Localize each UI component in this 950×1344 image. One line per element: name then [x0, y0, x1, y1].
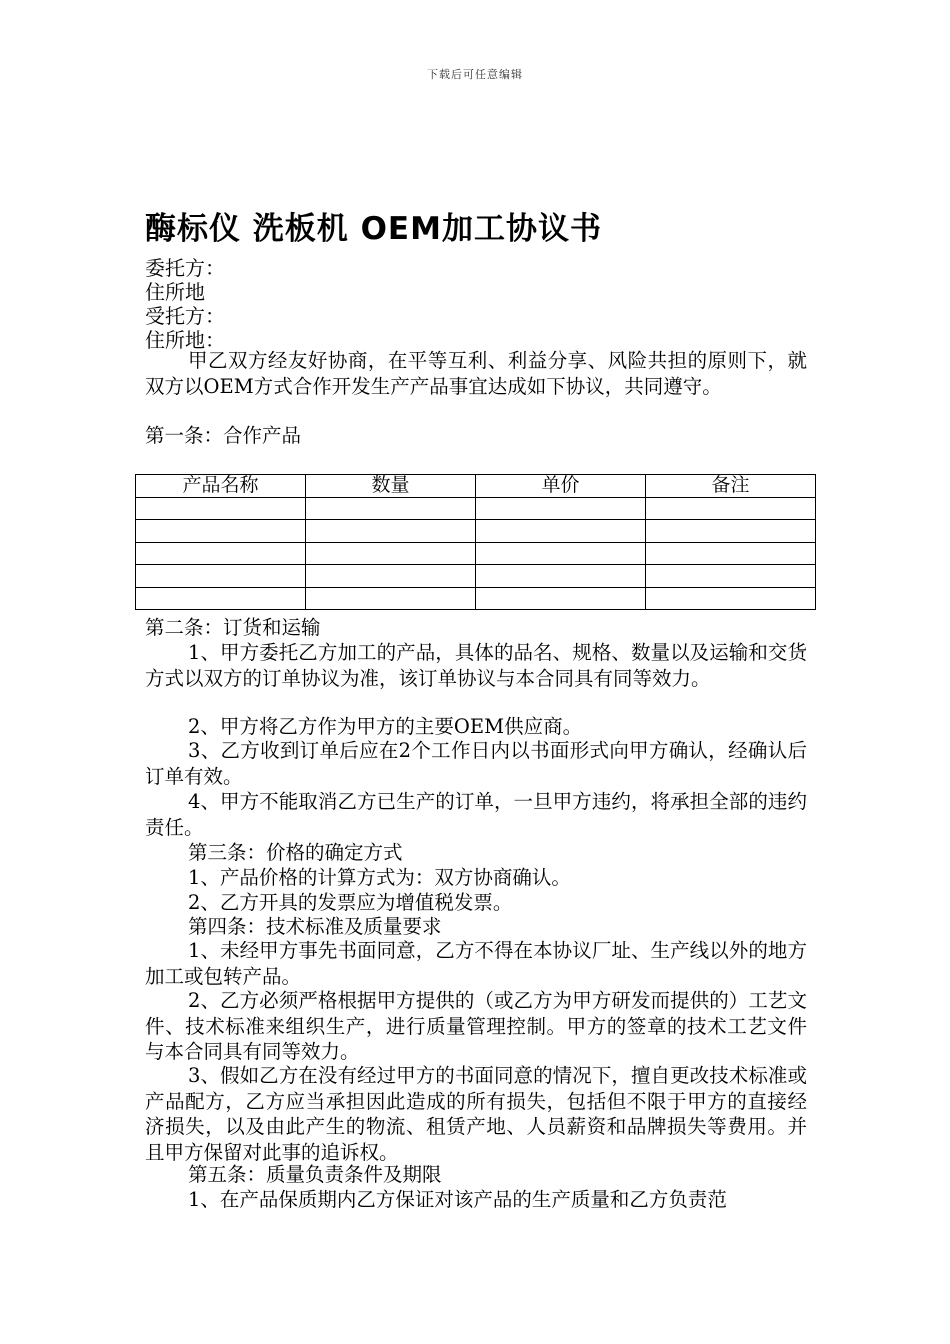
article3-item-2: 2、乙方开具的发票应为增值税发票。	[188, 891, 513, 914]
article4-item-3: 3、假如乙方在没有经过甲方的书面同意的情况下，擅自更改技术标准或产品配方，乙方应当承担因此造成的所有损失，包括但不限于甲方的直接经济损失，以及由此产生的物流、租赁产地、人员薪资和品牌损失等费用。并且甲方保留对此事的追诉权。	[145, 1064, 807, 1164]
article2-title: 第二条：订货和运输	[145, 616, 321, 639]
table-cell[interactable]	[476, 565, 646, 588]
col-remarks: 备注	[646, 475, 816, 498]
article2-item-3: 3、乙方收到订单后应在2个工作日内以书面形式向甲方确认，经确认后订单有效。	[145, 739, 807, 788]
table-cell[interactable]	[646, 587, 816, 610]
table-cell[interactable]	[476, 497, 646, 520]
table-row	[136, 565, 816, 588]
article3-title: 第三条：价格的确定方式	[188, 841, 403, 864]
table-cell[interactable]	[646, 520, 816, 543]
table-cell[interactable]	[136, 565, 306, 588]
client-address-label: 住所地	[145, 280, 205, 304]
table-row	[136, 497, 816, 520]
table-cell[interactable]	[306, 520, 476, 543]
intro-paragraph: 甲乙双方经友好协商，在平等互利、利益分享、风险共担的原则下，就双方以OEM方式合作开发生产产品事宜达成如下协议，共同遵守。	[145, 349, 807, 398]
article5-title: 第五条：质量负责条件及期限	[188, 1163, 442, 1186]
col-product-name: 产品名称	[136, 475, 306, 498]
table-cell[interactable]	[476, 542, 646, 565]
col-quantity: 数量	[306, 475, 476, 498]
table-cell[interactable]	[306, 565, 476, 588]
table-cell[interactable]	[136, 587, 306, 610]
article3-item-1: 1、产品价格的计算方式为：双方协商确认。	[188, 866, 571, 889]
article2-item-4: 4、甲方不能取消乙方已生产的订单，一旦甲方违约，将承担全部的违约责任。	[145, 790, 807, 839]
table-row	[136, 520, 816, 543]
table-header-row	[136, 475, 816, 498]
contractor-address-label: 住所地：	[145, 328, 225, 352]
article4-item-1: 1、未经甲方事先书面同意，乙方不得在本协议厂址、生产线以外的地方加工或包转产品。	[145, 939, 807, 988]
table-cell[interactable]	[306, 497, 476, 520]
article4-title: 第四条：技术标准及质量要求	[188, 915, 442, 938]
table-row	[136, 587, 816, 610]
table-cell[interactable]	[646, 565, 816, 588]
table-cell[interactable]	[476, 520, 646, 543]
table-cell[interactable]	[306, 542, 476, 565]
article4-item-2: 2、乙方必须严格根据甲方提供的（或乙方为甲方研发而提供的）工艺文件、技术标准来组织生产，进行质量管理控制。甲方的签章的技术工艺文件与本合同具有同等效力。	[145, 989, 807, 1063]
document-title: 酶标仪 洗板机 OEM加工协议书	[145, 211, 602, 247]
article1-title: 第一条：合作产品	[145, 424, 302, 447]
table-cell[interactable]	[646, 497, 816, 520]
header-note: 下载后可任意编辑	[427, 68, 523, 81]
table-cell[interactable]	[306, 587, 476, 610]
article2-item-1: 1、甲方委托乙方加工的产品，具体的品名、规格、数量以及运输和交货方式以双方的订单协议为准，该订单协议与本合同具有同等效力。	[145, 641, 807, 690]
table-cell[interactable]	[646, 542, 816, 565]
col-unit-price: 单价	[476, 475, 646, 498]
contractor-label: 受托方：	[145, 304, 225, 328]
products-table	[135, 474, 816, 610]
article2-item-2: 2、甲方将乙方作为甲方的主要OEM供应商。	[188, 715, 583, 738]
table-cell[interactable]	[136, 520, 306, 543]
table-cell[interactable]	[476, 587, 646, 610]
table-cell[interactable]	[136, 542, 306, 565]
client-label: 委托方：	[145, 256, 225, 280]
table-cell[interactable]	[136, 497, 306, 520]
article5-item-1: 1、在产品保质期内乙方保证对该产品的生产质量和乙方负责范	[188, 1188, 727, 1211]
table-row	[136, 542, 816, 565]
